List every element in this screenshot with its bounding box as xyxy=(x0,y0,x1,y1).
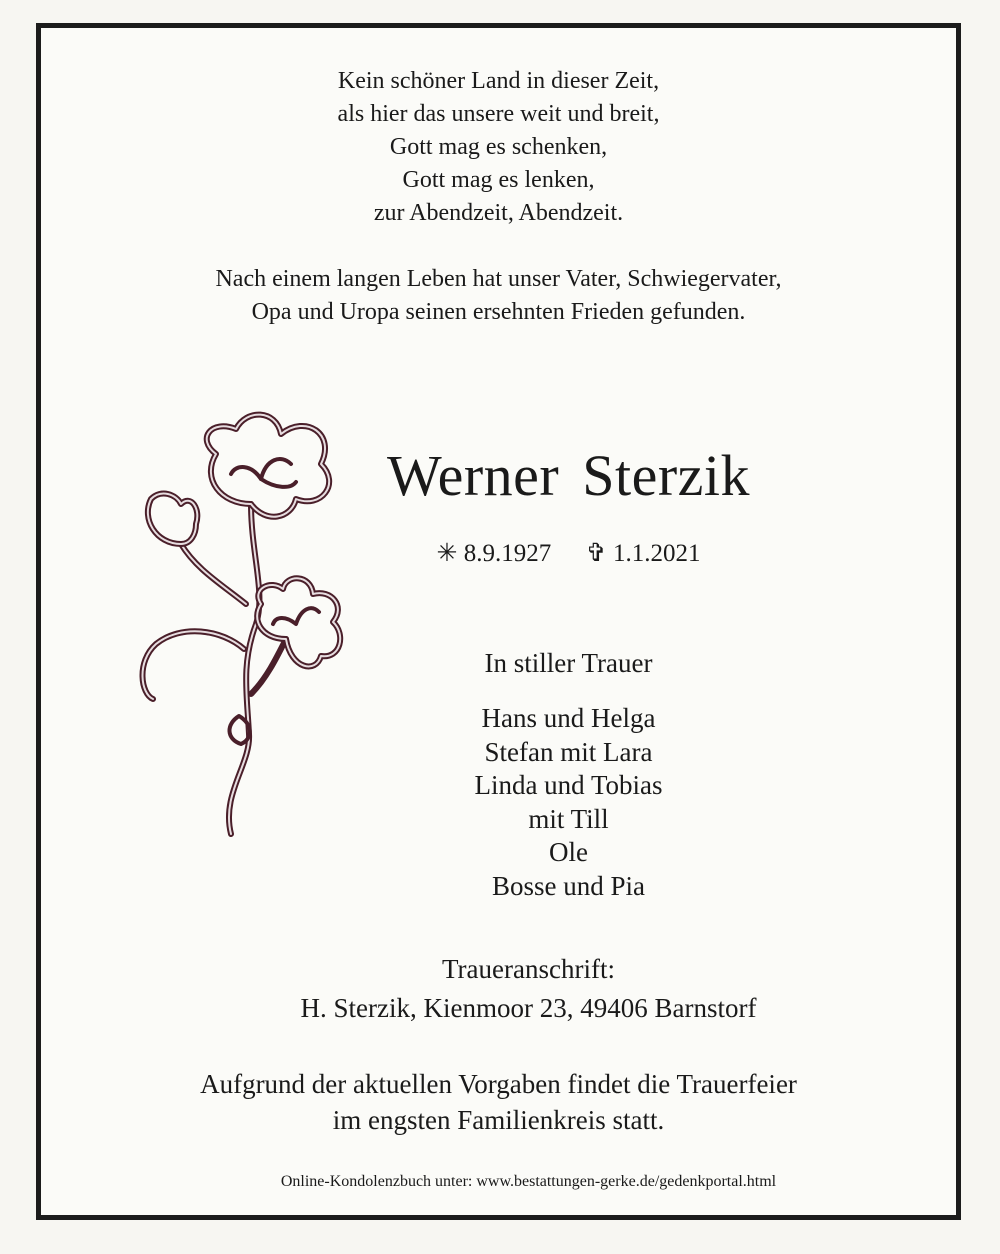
poem-line: als hier das unsere weit und breit, xyxy=(337,101,660,127)
birth-symbol-icon: ✳ xyxy=(436,540,458,567)
address-line: H. Sterzik, Kienmoor 23, 49406 Barnstorf xyxy=(300,993,757,1023)
family-member: Bosse und Pia xyxy=(491,870,645,901)
poem xyxy=(41,65,956,230)
intro-line: Nach einem langen Leben hat unser Vater, Schwiegervater, xyxy=(215,266,782,292)
family-member: mit Till xyxy=(528,803,609,834)
family-member: Linda und Tobias xyxy=(474,770,663,800)
deceased-name: Werner Sterzik xyxy=(387,443,750,508)
family-list xyxy=(111,702,1000,903)
intro-text xyxy=(41,263,956,329)
family-member: Ole xyxy=(549,837,588,867)
family-member: Hans und Helga xyxy=(481,703,656,733)
poem-line: Kein schöner Land in dieser Zeit, xyxy=(337,68,660,94)
death-date: 1.1.2021 xyxy=(612,540,701,567)
family-member: Stefan mit Lara xyxy=(484,736,653,767)
ceremony-notice xyxy=(41,1066,956,1138)
obituary-frame xyxy=(36,23,961,1220)
mourning-line: In stiller Trauer xyxy=(484,648,653,678)
intro-line: Opa und Uropa seinen ersehnten Frieden gefunden. xyxy=(251,299,746,325)
birth-date: 8.9.1927 xyxy=(463,540,552,567)
poem-line: Gott mag es schenken, xyxy=(389,134,608,160)
death-cross-icon: ✞ xyxy=(585,540,607,567)
online-condolence-link[interactable]: Online-Kondolenzbuch unter: www.bestattungen-gerke.de/gedenkportal.html xyxy=(280,1173,777,1190)
notice-line: im engsten Familienkreis statt. xyxy=(332,1105,665,1135)
poem-line: zur Abendzeit, Abendzeit. xyxy=(373,200,624,226)
poem-line: Gott mag es lenken, xyxy=(402,167,595,193)
life-dates xyxy=(111,538,1000,568)
address-heading: Traueranschrift: xyxy=(442,954,615,984)
notice-line: Aufgrund der aktuellen Vorgaben findet die Trauerfeier xyxy=(200,1069,797,1099)
